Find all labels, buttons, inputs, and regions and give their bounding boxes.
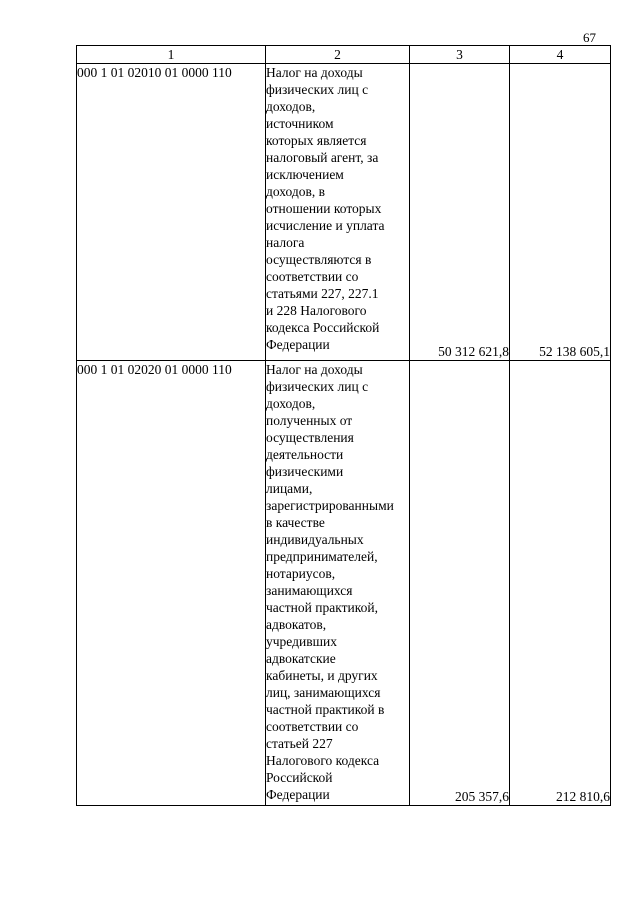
description-line: учредивших (266, 634, 337, 649)
description-line: деятельности (266, 447, 344, 462)
description-line: статьей 227 (266, 736, 333, 751)
description-line: физических лиц с (266, 82, 369, 97)
description-line: исключением (266, 167, 344, 182)
description-line: адвокатские (266, 651, 336, 666)
description-line: кодекса Российской (266, 320, 380, 335)
amount-col4: 52 138 605,1 (510, 64, 611, 361)
description-line: Налогового кодекса (266, 753, 380, 768)
description-line: статьями 227, 227.1 (266, 286, 379, 301)
description-line: исчисление и уплата (266, 218, 385, 233)
column-header-4: 4 (510, 46, 611, 64)
description-cell (266, 64, 410, 361)
column-header-1: 1 (77, 46, 266, 64)
description-line: предпринимателей, (266, 549, 378, 564)
column-header-3: 3 (410, 46, 510, 64)
amount-col4: 212 810,6 (510, 361, 611, 806)
description-line: налога (266, 235, 305, 250)
description-line: полученных от (266, 413, 353, 428)
description-line: физических лиц с (266, 379, 369, 394)
description-line: доходов, (266, 99, 316, 114)
description-line: соответствии со (266, 719, 359, 734)
description-line: кабинеты, и других (266, 668, 378, 683)
description-line: и 228 Налогового (266, 303, 367, 318)
description-line: доходов, в (266, 184, 325, 199)
description-line: Федерации (266, 787, 330, 802)
column-header-2: 2 (266, 46, 410, 64)
description-line: Федерации (266, 337, 330, 352)
budget-code-cell: 000 1 01 02010 01 0000 110 (77, 64, 266, 361)
description-line: Налог на доходы (266, 362, 363, 377)
budget-code-cell: 000 1 01 02020 01 0000 110 (77, 361, 266, 806)
description-line: соответствии со (266, 269, 359, 284)
description-line: налоговый агент, за (266, 150, 379, 165)
table-row (77, 64, 611, 361)
description-line: индивидуальных (266, 532, 364, 547)
description-line: лицами, (266, 481, 313, 496)
description-line: источником (266, 116, 334, 131)
description-line: отношении которых (266, 201, 382, 216)
description-line: лиц, занимающихся (266, 685, 381, 700)
description-cell (266, 361, 410, 806)
description-line: доходов, (266, 396, 316, 411)
description-line: в качестве (266, 515, 325, 530)
amount-col3: 205 357,6 (410, 361, 510, 806)
table-row (77, 361, 611, 806)
page-number: 67 (583, 30, 596, 45)
header-row (77, 46, 611, 64)
description-line: адвокатов, (266, 617, 327, 632)
description-line: осуществляются в (266, 252, 372, 267)
budget-table (76, 45, 611, 806)
description-line: Налог на доходы (266, 65, 363, 80)
description-line: занимающихся (266, 583, 353, 598)
description-line: осуществления (266, 430, 354, 445)
description-line: которых является (266, 133, 367, 148)
description-line: зарегистрированными (266, 498, 394, 513)
description-line: частной практикой в (266, 702, 385, 717)
description-line: физическими (266, 464, 344, 479)
amount-col3: 50 312 621,8 (410, 64, 510, 361)
description-line: Российской (266, 770, 333, 785)
description-line: нотариусов, (266, 566, 336, 581)
description-line: частной практикой, (266, 600, 378, 615)
